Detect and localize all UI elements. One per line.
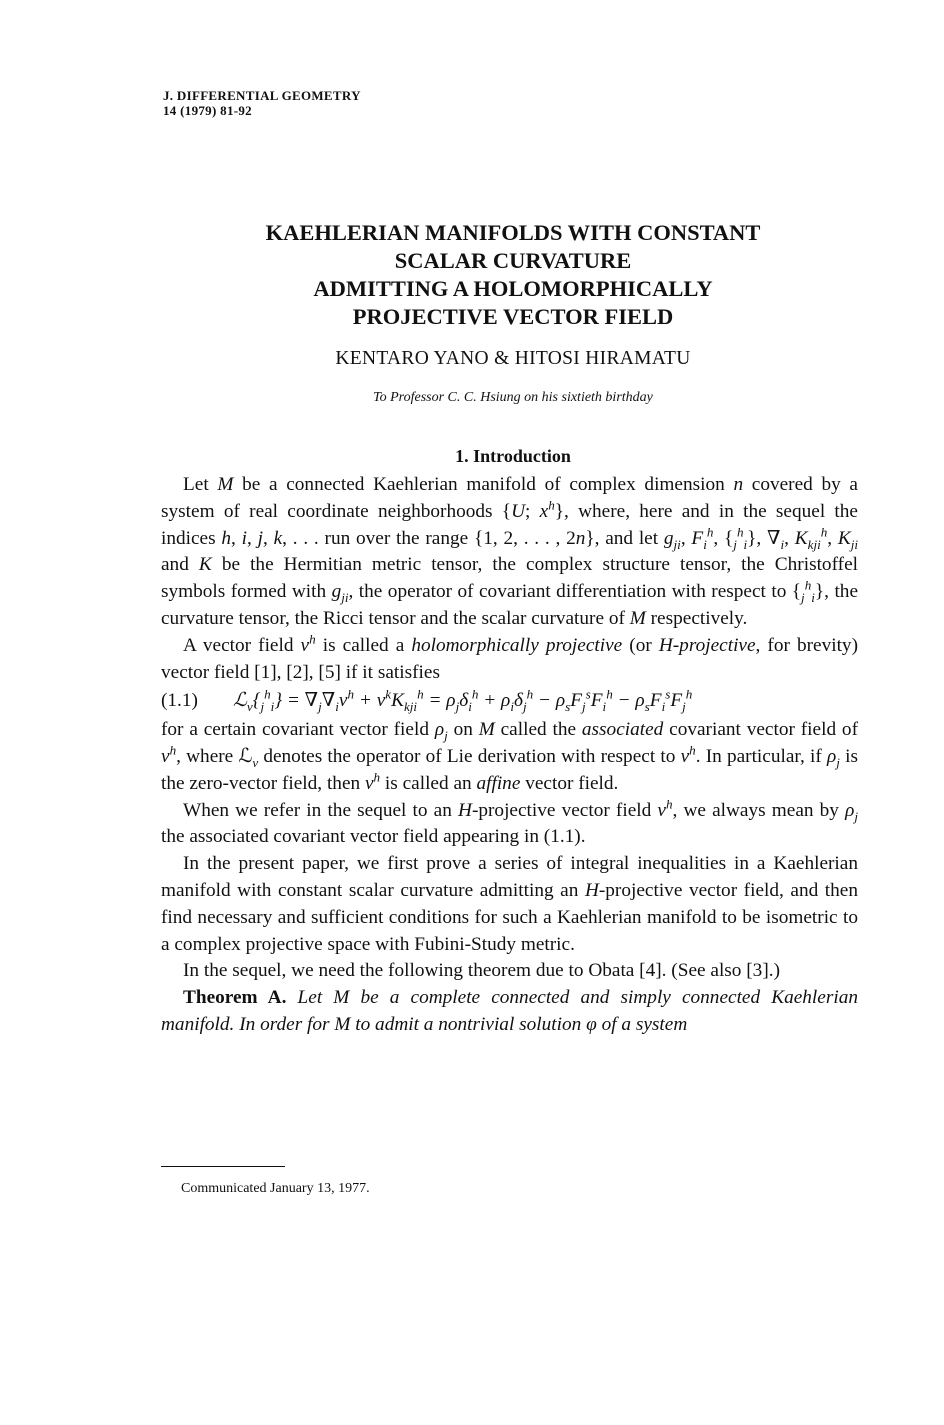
journal-header bbox=[163, 88, 361, 118]
equation-body: $ℒ_v\{_j^h_i\} = \nabla_j\nabla_iv^h + v^kK_{kji}^h = \rho_j\delta_i^h + \rho_i\delta_j^h - \rho_sF_j^sF_i^h - \rho_sF_i^sF_j^h$ bbox=[233, 686, 693, 715]
paragraph: for a certain covariant vector field $\rho_j$ on M called the associated covariant vector field of $v^h$, where ℒ$_v$ denotes the operator of Lie derivation with respect to $v^h$. In particular, if $\rho_j$ is the zero-vector field, then $v^h$ is called an affine vector field. bbox=[161, 719, 859, 794]
section-number: 1. bbox=[455, 446, 469, 466]
footnote: Communicated January 13, 1977. bbox=[181, 1181, 370, 1196]
footnote-rule bbox=[161, 1166, 285, 1167]
paragraph: In the present paper, we first prove a series of integral inequalities in a Kaehlerian manifold with constant scalar curvature admitting an H-projective vector field, and then find necessary and sufficient conditions for such a Kaehlerian manifold to be isometric to a complex projective space with Fubini-Study metric. bbox=[161, 853, 858, 955]
paragraph: When we refer in the sequel to an H-projective vector field $v^h$, we always mean by $\rho_j$ the associated covariant vector field appearing in (1.1). bbox=[161, 796, 859, 848]
paragraph: Let M be a connected Kaehlerian manifold of complex dimension n covered by a system of real coordinate neighborhoods {U; $x^h$}, where, here and in the sequel the indices h, i, j, k, . . . run over the range {1, 2, . . . , 2n}, and let $g_{ji}$, $F_i^h$, $\{_j^h_i\}$, $\nabla_i$, $K_{kji}^h$, $K_{ji}$ and K be the Hermitian metric tensor, the complex structure tensor, the Christoffel symbols formed with $g_{ji}$, the operator of covariant differentiation with respect to $\{_j^h_i\}$, the curvature tensor, the Ricci tensor and the scalar curvature of M respectively. bbox=[161, 474, 859, 629]
dedication: To Professor C. C. Hsiung on his sixtieth birthday bbox=[373, 390, 653, 405]
paragraph: A vector field $v^h$ is called a holomorphically projective (or H-projective, for brevity) vector field [1], [2], [5] if it satisfies bbox=[161, 631, 858, 683]
equation-1-1 bbox=[161, 688, 858, 715]
title-line: ADMITTING A HOLOMORPHICALLY bbox=[313, 276, 713, 301]
section-title: Introduction bbox=[473, 446, 571, 466]
journal-volume: 14 (1979) 81-92 bbox=[163, 103, 252, 118]
theorem-statement: Theorem A. Let M be a complete connected and simply connected Kaehlerian manifold. In order for M to admit a nontrivial solution φ of a system bbox=[161, 987, 858, 1035]
title-line: KAEHLERIAN MANIFOLDS WITH CONSTANT bbox=[265, 220, 761, 245]
title-line: PROJECTIVE VECTOR FIELD bbox=[352, 304, 674, 329]
journal-name: J. DIFFERENTIAL GEOMETRY bbox=[163, 88, 361, 103]
equation-label: (1.1) bbox=[161, 690, 198, 712]
title-line: SCALAR CURVATURE bbox=[394, 248, 632, 273]
authors: KENTARO YANO & HITOSI HIRAMATU bbox=[335, 348, 691, 369]
paragraph: In the sequel, we need the following theorem due to Obata [4]. (See also [3].) bbox=[183, 960, 780, 982]
paper-title bbox=[120, 219, 906, 331]
theorem-label: Theorem A. bbox=[183, 987, 287, 1009]
section-heading bbox=[120, 446, 906, 467]
article-body bbox=[161, 472, 858, 1039]
